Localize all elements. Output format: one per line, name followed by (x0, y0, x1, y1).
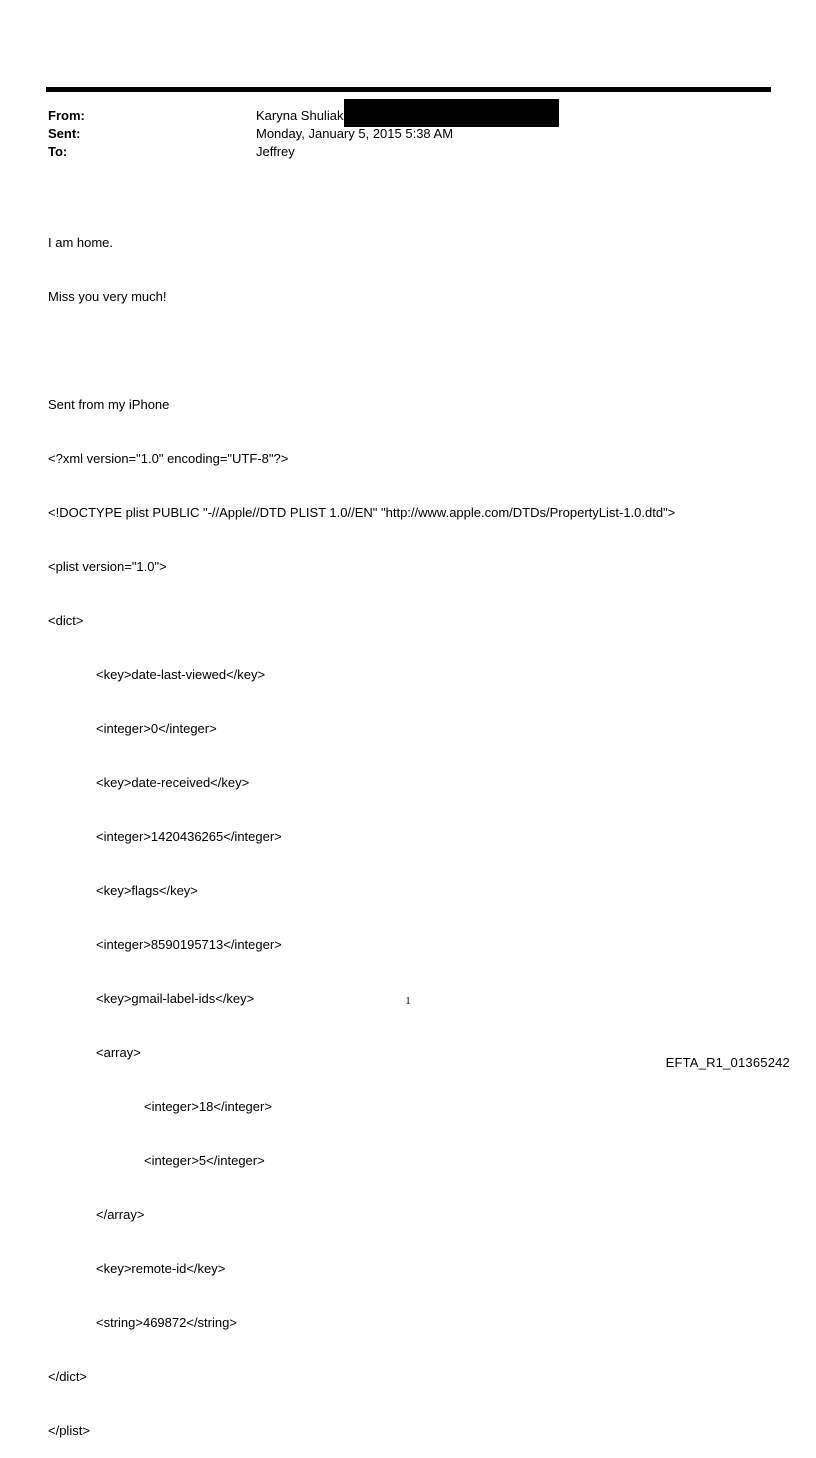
to-value: Jeffrey (256, 144, 295, 159)
key-flags: <key>flags</key> (96, 883, 198, 898)
plist-xml-decl: <?xml version="1.0" encoding="UTF-8"?> (48, 451, 289, 466)
key-date-last-viewed: <key>date-last-viewed</key> (96, 667, 266, 682)
array-integer-18: <integer>18</integer> (144, 1099, 272, 1114)
integer-date-received: <integer>1420436265</integer> (96, 829, 282, 844)
key-gmail-label-ids: <key>gmail-label-ids</key> (96, 991, 255, 1006)
from-label: From: (48, 108, 85, 123)
plist-open: <plist version="1.0"> (48, 559, 167, 574)
email-body (48, 198, 675, 1458)
blank-line (48, 342, 675, 360)
sent-label: Sent: (48, 126, 81, 141)
array-open: <array> (96, 1045, 141, 1060)
array-integer-5: <integer>5</integer> (144, 1153, 265, 1168)
sender-name: Karyna Shuliak (256, 108, 344, 123)
plist-doctype: <!DOCTYPE plist PUBLIC "-//Apple//DTD PLIST 1.0//EN" "http://www.apple.com/DTDs/PropertyList-1.0.dtd"> (48, 505, 676, 520)
to-label: To: (48, 144, 68, 159)
header-rule (46, 87, 771, 92)
dict-open: <dict> (48, 613, 84, 628)
from-value (256, 107, 559, 127)
body-line-2: Miss you very much! (48, 289, 167, 304)
key-remote-id: <key>remote-id</key> (96, 1261, 226, 1276)
dict-close: </dict> (48, 1369, 88, 1384)
sent-value: Monday, January 5, 2015 5:38 AM (256, 126, 454, 141)
body-line-1: I am home. (48, 235, 114, 250)
signature-line: Sent from my iPhone (48, 397, 170, 412)
page-number: 1 (405, 995, 411, 1007)
key-date-received: <key>date-received</key> (96, 775, 250, 790)
plist-close: </plist> (48, 1423, 90, 1438)
integer-date-last-viewed: <integer>0</integer> (96, 721, 217, 736)
array-close: </array> (96, 1207, 145, 1222)
string-remote-id: <string>469872</string> (96, 1315, 237, 1330)
integer-flags: <integer>8590195713</integer> (96, 937, 282, 952)
redaction-block (344, 99, 559, 127)
document-id: EFTA_R1_01365242 (665, 1055, 790, 1070)
